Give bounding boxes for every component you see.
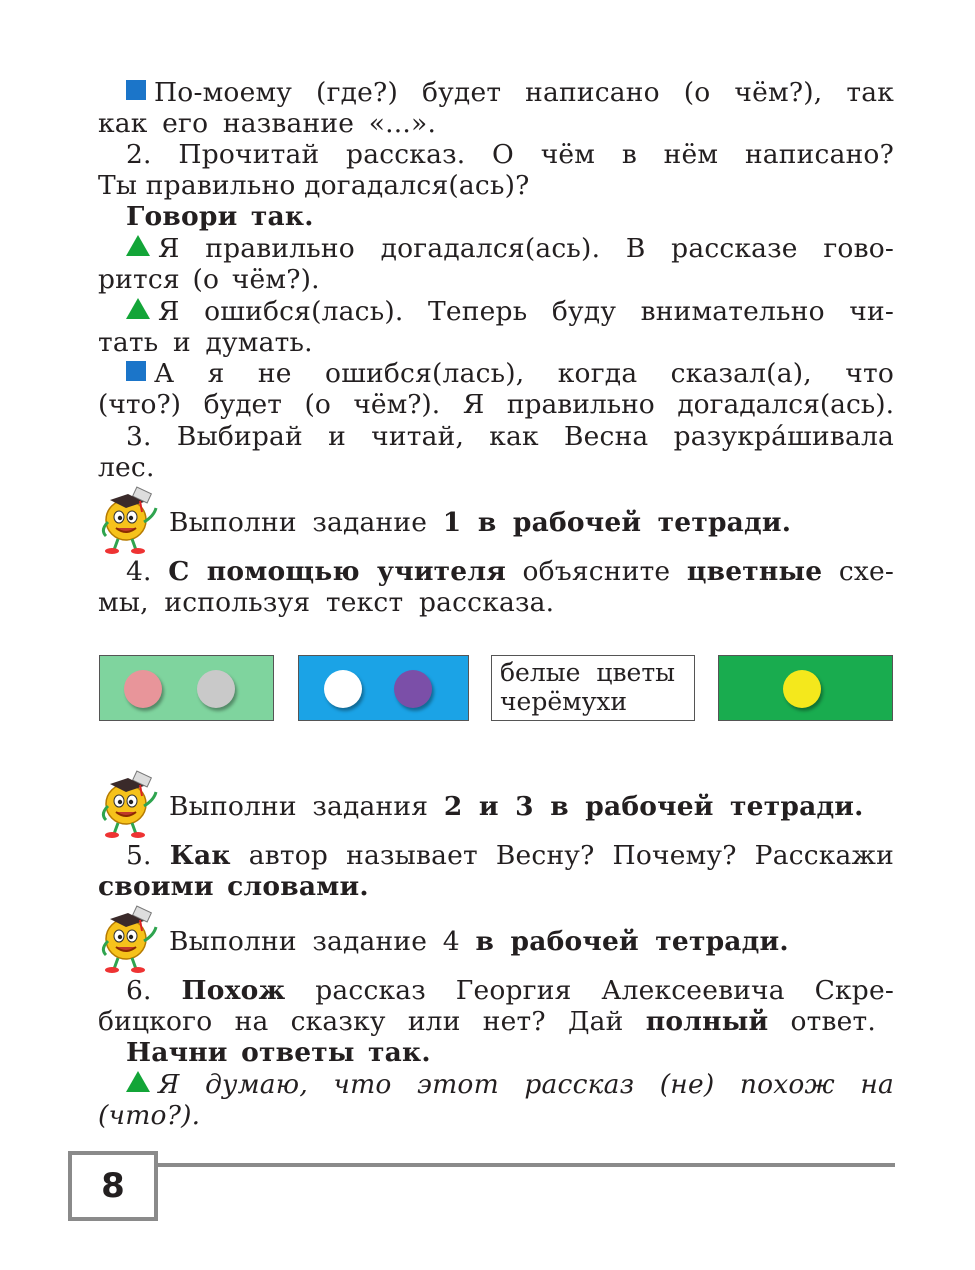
answer-a-line-2: рится (о чём?). [98,264,320,295]
say-heading: Говори так. [126,201,314,232]
scheme-label-line-2: черёмухи [500,687,628,716]
green-triangle-marker [126,235,150,256]
answer-b-line-1: Я ошибся(лась). Теперь буду внимательно чи- [126,296,894,327]
question-3-line-1: 3. Выбирай и читай, как Весна разукра́шивала [126,421,894,452]
color-scheme-4 [718,655,893,721]
question-2-line-1: 2. Прочитай рассказ. О чём в нём написано? [126,139,894,170]
question-3-line-2: лес. [98,452,155,483]
opinion-line-2: как его название «...». [98,108,437,139]
answer-b-line-2: тать и думать. [98,327,313,358]
question-4-line-2: мы, используя текст рассказа. [98,587,555,618]
color-scheme-2 [298,655,469,721]
question-4-line-1: 4. С помощью учителя объясните цветные схе- [126,556,895,587]
question-2-line-2: Ты правильно догадался(ась)? [98,170,530,201]
scheme-label [500,658,675,716]
blue-square-marker [126,80,146,100]
workbook-task-2: Выполни задания 2 и 3 в рабочей тетради. [169,791,864,822]
color-scheme-3-text [491,655,695,721]
scheme-label-line-1: белые цветы [500,658,676,687]
blue-square-marker [126,361,146,381]
answer-c-line-1: А я не ошибся(лась), когда сказал(а), что [126,358,894,389]
green-triangle-marker [126,1071,150,1092]
workbook-task-3: Выполни задание 4 в рабочей тетради. [169,926,789,957]
answer-a-line-1: Я правильно догадался(ась). В рассказе гово- [126,233,894,264]
start-answers-heading: Начни ответы так. [126,1037,431,1068]
page-number: 8 [68,1151,158,1221]
question-6-line-2: бицкого на сказку или нет? Дай полный ответ. [98,1006,877,1037]
question-5-line-2: своими словами. [98,871,369,902]
answer-c-line-2: (что?) будет (о чём?). Я правильно догадался(ась). [98,389,894,420]
pink-dot [124,670,162,708]
owl-mascot-icon [100,486,166,554]
question-6-line-1: 6. Похож рассказ Георгия Алексеевича Скре- [126,975,895,1006]
question-5-line-1: 5. Как автор называет Весну? Почему? Расскажи [126,840,894,871]
yellow-dot [783,670,821,708]
sample-answer-line-1: Я думаю, что этот рассказ (не) похож на [126,1069,894,1100]
workbook-task-1: Выполни задание 1 в рабочей тетради. [169,507,792,538]
sample-answer-line-2: (что?). [98,1100,201,1131]
owl-mascot-icon [100,905,166,973]
purple-dot [394,670,432,708]
white-dot [324,670,362,708]
owl-mascot-icon [100,770,166,838]
gray-dot [197,670,235,708]
footer-rule [155,1163,895,1167]
green-triangle-marker [126,298,150,319]
color-scheme-1 [99,655,274,721]
opinion-line-1: По-моему (где?) будет написано (о чём?), так [126,77,894,108]
